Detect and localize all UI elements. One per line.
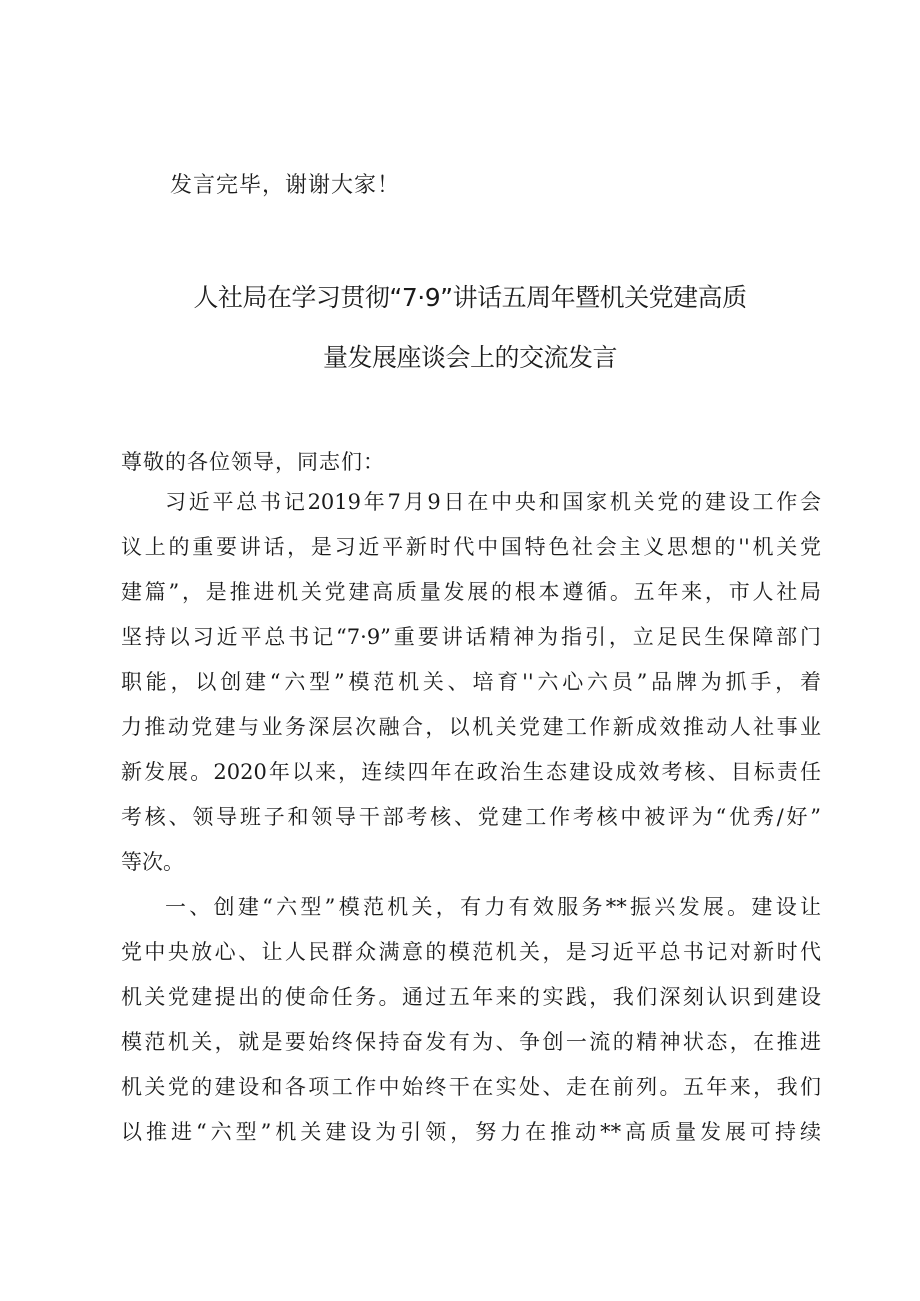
paragraph-1-line: 建篇”，是推进机关党建高质量发展的根本遵循。五年来，市人社局 — [121, 580, 821, 604]
paragraph-1-line: 新发展。2020年以来，连续四年在政治生态建设成效考核、目标责任 — [121, 760, 821, 784]
paragraph-1-line: 坚持以习近平总书记“7·9”重要讲话精神为指引，立足民生保障部门 — [121, 625, 821, 649]
closing-remark: 发言完毕，谢谢大家！ — [170, 173, 401, 198]
paragraph-1-line: 职能，以创建“六型”模范机关、培育''六心六员”品牌为抓手，着 — [121, 670, 821, 694]
paragraph-2-line: 模范机关，就是要始终保持奋发有为、争创一流的精神状态，在推进 — [121, 1030, 821, 1054]
paragraph-2-line: 机关党建提出的使命任务。通过五年来的实践，我们深刻认识到建设 — [121, 985, 821, 1009]
paragraph-1-line: 议上的重要讲话，是习近平新时代中国特色社会主义思想的''机关党 — [121, 535, 821, 559]
paragraph-2-line: 一、创建“六型”模范机关，有力有效服务**振兴发展。建设让 — [165, 895, 821, 919]
document-title-line-2: 量发展座谈会上的交流发言 — [322, 343, 617, 372]
paragraph-2-line: 机关党的建设和各项工作中始终干在实处、走在前列。五年来，我们 — [121, 1075, 821, 1099]
paragraph-1-line: 力推动党建与业务深层次融合，以机关党建工作新成效推动人社事业 — [121, 715, 821, 739]
paragraph-2-line: 党中央放心、让人民群众满意的模范机关，是习近平总书记对新时代 — [121, 940, 821, 964]
salutation: 尊敬的各位领导，同志们： — [121, 450, 385, 474]
document-title-line-1: 人社局在学习贯彻“7·9”讲话五周年暨机关党建高质 — [193, 283, 747, 312]
paragraph-1-line: 习近平总书记2019年7月9日在中央和国家机关党的建设工作会 — [165, 490, 821, 514]
paragraph-2-line: 以推进“六型”机关建设为引领，努力在推动**高质量发展可持续 — [121, 1120, 821, 1144]
paragraph-1-line: 等次。 — [121, 850, 184, 874]
paragraph-1-line: 考核、领导班子和领导干部考核、党建工作考核中被评为“优秀/好” — [121, 805, 821, 829]
